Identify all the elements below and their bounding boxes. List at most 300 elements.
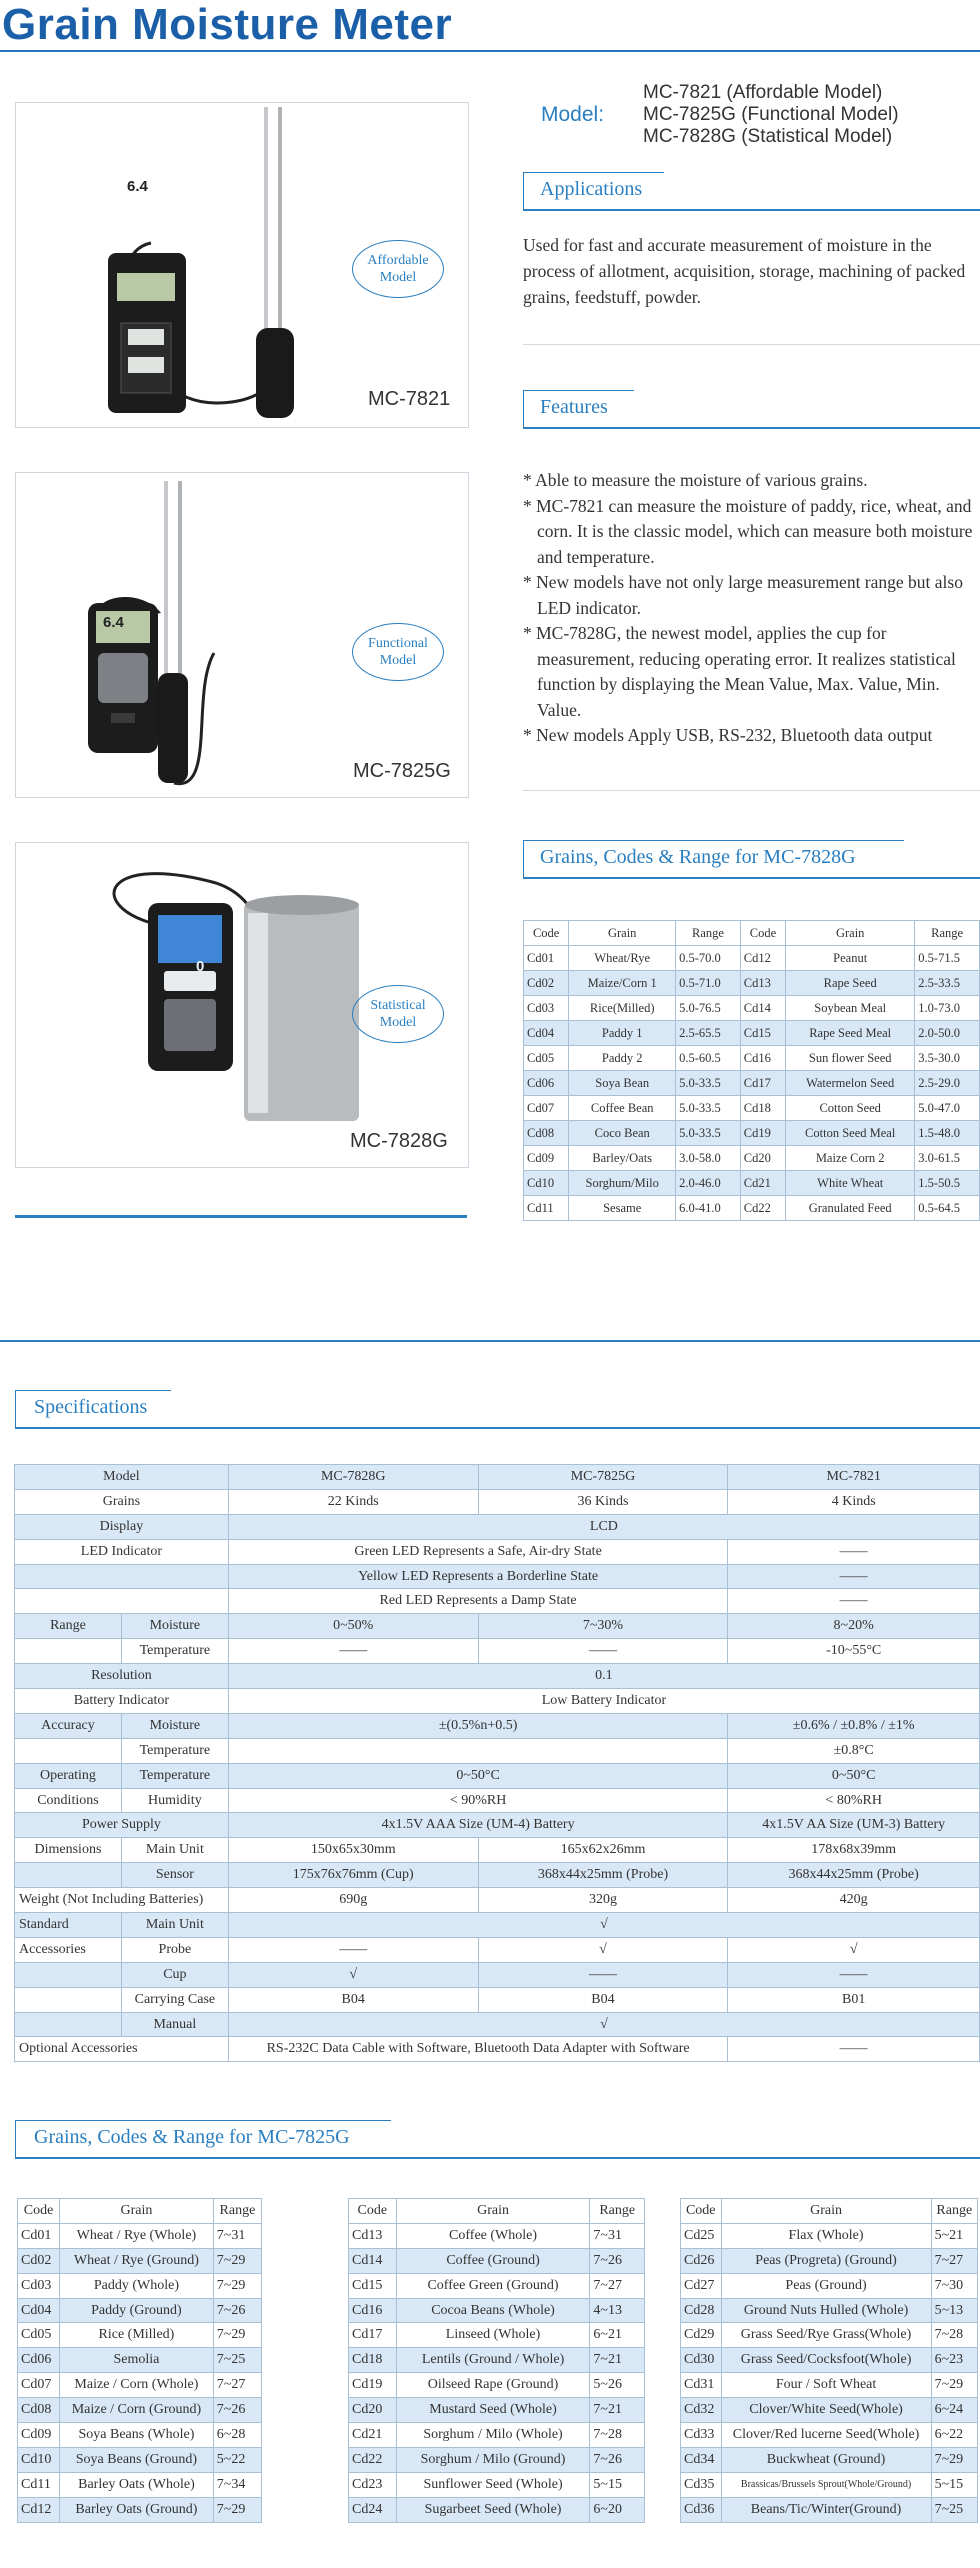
cell-range: 5~26 <box>590 2373 645 2398</box>
cell-grain: Semolia <box>60 2348 214 2373</box>
spec-range-m2: 7~30% <box>478 1614 728 1639</box>
cell-range: 2.5-33.5 <box>915 971 980 996</box>
spec-dash: —— <box>228 1937 478 1962</box>
spec-dim-m3: 178x68x39mm <box>728 1838 980 1863</box>
cell-grain: Rice(Milled) <box>569 996 676 1021</box>
cell-grain: Lentils (Ground / Whole) <box>396 2348 590 2373</box>
cell-code: Cd05 <box>524 1046 569 1071</box>
cell-code: Cd34 <box>681 2447 722 2472</box>
spec-label-weight: Weight (Not Including Batteries) <box>15 1888 229 1913</box>
specifications-heading: Specifications <box>34 1396 148 1418</box>
table-row <box>524 1196 980 1221</box>
applications-heading: Applications <box>540 178 643 200</box>
lcd-reading-2: 6.4 <box>103 614 124 631</box>
cell-code: Cd29 <box>681 2323 722 2348</box>
cell-range: 1.5-50.5 <box>915 1171 980 1196</box>
model-line-3: MC-7828G (Statistical Model) <box>643 126 893 147</box>
cell-range: 7~29 <box>213 2497 261 2522</box>
cell-range: 7~26 <box>590 2447 645 2472</box>
spec-operating-h12: < 90%RH <box>228 1788 728 1813</box>
spec-model-1: MC-7828G <box>228 1465 478 1490</box>
badge-functional: Functional Model <box>352 623 444 681</box>
cell-range: 5.0-33.5 <box>676 1121 741 1146</box>
cell-range: 5~15 <box>931 2472 977 2497</box>
spec-power-3: 4x1.5V AA Size (UM-3) Battery <box>728 1813 980 1838</box>
cell-grain: Peas (Progreta) (Ground) <box>721 2248 931 2273</box>
col-header-code: Code <box>740 921 785 946</box>
col-header-grain: Grain <box>396 2199 590 2224</box>
cell-range: 5~13 <box>931 2298 977 2323</box>
cell-range: 7~34 <box>213 2472 261 2497</box>
cell-range: 5.0-76.5 <box>676 996 741 1021</box>
cell-grain: Cotton Seed Meal <box>786 1121 915 1146</box>
cell-range: 2.5-65.5 <box>676 1021 741 1046</box>
spec-label-optional: Optional Accessories <box>15 2037 229 2062</box>
badge-affordable: Affordable Model <box>352 240 444 298</box>
cell-range: 0.5-60.5 <box>676 1046 741 1071</box>
col-header-grain: Grain <box>60 2199 214 2224</box>
spec-label-conditions: Conditions <box>15 1788 122 1813</box>
cell-code: Cd17 <box>349 2323 397 2348</box>
grains-7825-table-3 <box>680 2198 978 2523</box>
cell-grain: Sunflower Seed (Whole) <box>396 2472 590 2497</box>
applications-divider <box>523 344 980 345</box>
table-row <box>524 946 980 971</box>
cell-code: Cd18 <box>740 1096 785 1121</box>
spec-accuracy-t3: ±0.8°C <box>728 1738 980 1763</box>
cell-range: 7~29 <box>213 2248 261 2273</box>
spec-label-dimensions: Dimensions <box>15 1838 122 1863</box>
grains-7828-heading-line <box>523 877 980 879</box>
cell-code: Cd08 <box>18 2398 60 2423</box>
spec-label-moisture: Moisture <box>121 1614 228 1639</box>
table-row <box>18 2298 262 2323</box>
cell-range: 6~28 <box>213 2423 261 2448</box>
feature-item: * MC-7821 can measure the moisture of paddy, rice, wheat, and corn. It is the classic model, which can measure both moisture and temperature. <box>523 495 973 567</box>
grains-7825-rows-2 <box>349 2223 645 2522</box>
cell-grain: Paddy 2 <box>569 1046 676 1071</box>
spec-model-2: MC-7825G <box>478 1465 728 1490</box>
table-row <box>681 2398 978 2423</box>
col-header-range: Range <box>213 2199 261 2224</box>
cell-grain: Watermelon Seed <box>786 1071 915 1096</box>
spec-dash: —— <box>228 1639 478 1664</box>
spec-check: √ <box>228 1962 478 1987</box>
col-header-code: Code <box>681 2199 722 2224</box>
table-row <box>349 2472 645 2497</box>
cell-code: Cd16 <box>740 1046 785 1071</box>
cell-grain: Soybean Meal <box>786 996 915 1021</box>
cell-code: Cd11 <box>18 2472 60 2497</box>
cell-code: Cd10 <box>18 2447 60 2472</box>
cell-grain: Soya Bean <box>569 1071 676 1096</box>
spec-dash: —— <box>728 1564 980 1589</box>
col-header-range: Range <box>590 2199 645 2224</box>
table-row <box>681 2373 978 2398</box>
cell-code: Cd04 <box>524 1021 569 1046</box>
table-row <box>681 2423 978 2448</box>
spec-label-temperature: Temperature <box>121 1763 228 1788</box>
cell-range: 7~28 <box>590 2423 645 2448</box>
spec-weight-3: 420g <box>728 1888 980 1913</box>
cell-range: 7~29 <box>931 2447 977 2472</box>
specifications-table-wrap <box>14 1464 980 2062</box>
cell-code: Cd02 <box>524 971 569 996</box>
spec-display: LCD <box>228 1514 979 1539</box>
grains-7825-rows-3 <box>681 2223 978 2522</box>
cell-range: 6~21 <box>590 2323 645 2348</box>
spec-resolution: 0.1 <box>228 1664 979 1689</box>
spec-label-main-unit: Main Unit <box>121 1913 228 1938</box>
cell-grain: Paddy 1 <box>569 1021 676 1046</box>
lcd-reading-1: 6.4 <box>127 178 148 195</box>
table-row <box>349 2323 645 2348</box>
spec-label-battery-indicator: Battery Indicator <box>15 1689 229 1714</box>
spec-label-display: Display <box>15 1514 229 1539</box>
cell-range: 6~22 <box>931 2423 977 2448</box>
cell-code: Cd35 <box>681 2472 722 2497</box>
grains-7825-rows-1 <box>18 2223 262 2522</box>
cell-code: Cd07 <box>524 1096 569 1121</box>
cell-code: Cd20 <box>349 2398 397 2423</box>
cell-code: Cd14 <box>740 996 785 1021</box>
applications-text: Used for fast and accurate measurement of moisture in the process of allotment, acquisition, storage, machining of packed grains, feedstuff, powder. <box>523 235 966 307</box>
spec-empty <box>15 1589 229 1614</box>
table-row <box>681 2497 978 2522</box>
spec-check: √ <box>728 1937 980 1962</box>
cell-grain: White Wheat <box>786 1171 915 1196</box>
cell-range: 7~26 <box>213 2398 261 2423</box>
cell-grain: Coffee (Ground) <box>396 2248 590 2273</box>
spec-operating-t12: 0~50°C <box>228 1763 728 1788</box>
spec-dim-m2: 165x62x26mm <box>478 1838 728 1863</box>
spec-dash: —— <box>728 2037 980 2062</box>
col-header-code: Code <box>349 2199 397 2224</box>
cell-code: Cd21 <box>349 2423 397 2448</box>
product-model-1: MC-7821 <box>368 388 451 410</box>
cell-grain: Barley Oats (Whole) <box>60 2472 214 2497</box>
table-row <box>349 2248 645 2273</box>
grains-7828-rows <box>524 946 980 1221</box>
cell-grain: Sun flower Seed <box>786 1046 915 1071</box>
features-heading-line <box>523 427 980 429</box>
cell-grain: Soya Beans (Whole) <box>60 2423 214 2448</box>
cell-code: Cd05 <box>18 2323 60 2348</box>
spec-led-green: Green LED Represents a Safe, Air-dry State <box>228 1539 728 1564</box>
cell-code: Cd04 <box>18 2298 60 2323</box>
table-row <box>18 2323 262 2348</box>
cell-grain: Maize/Corn 1 <box>569 971 676 996</box>
grains-7825-heading-line <box>15 2157 980 2159</box>
spec-grains-1: 22 Kinds <box>228 1489 478 1514</box>
table-row <box>18 2398 262 2423</box>
spec-label-cup: Cup <box>121 1962 228 1987</box>
cell-range: 7~29 <box>213 2323 261 2348</box>
cell-code: Cd28 <box>681 2298 722 2323</box>
cell-code: Cd17 <box>740 1071 785 1096</box>
cell-range: 7~29 <box>931 2373 977 2398</box>
grains-7825-table-1-wrap <box>17 2198 262 2523</box>
table-row <box>681 2273 978 2298</box>
spec-case-2: B04 <box>478 1987 728 2012</box>
cell-grain: Barley Oats (Ground) <box>60 2497 214 2522</box>
cell-code: Cd26 <box>681 2248 722 2273</box>
cell-range: 6~24 <box>931 2398 977 2423</box>
cell-code: Cd19 <box>349 2373 397 2398</box>
cell-range: 6~20 <box>590 2497 645 2522</box>
col-header-range: Range <box>931 2199 977 2224</box>
spec-case-3: B01 <box>728 1987 980 2012</box>
title-underline <box>0 50 980 52</box>
spec-label-manual: Manual <box>121 2012 228 2037</box>
table-row <box>349 2373 645 2398</box>
section-divider-left <box>15 1215 467 1218</box>
cell-range: 2.0-50.0 <box>915 1021 980 1046</box>
cell-range: 5~21 <box>931 2223 977 2248</box>
applications-heading-line <box>523 209 980 211</box>
cell-code: Cd27 <box>681 2273 722 2298</box>
cell-range: 2.0-46.0 <box>676 1171 741 1196</box>
features-heading: Features <box>540 396 608 418</box>
table-row <box>349 2497 645 2522</box>
spec-label-standard: Standard <box>15 1913 122 1938</box>
table-row <box>18 2472 262 2497</box>
cell-code: Cd11 <box>524 1196 569 1221</box>
page-title: Grain Moisture Meter <box>2 0 453 49</box>
cell-range: 5.0-33.5 <box>676 1071 741 1096</box>
cell-range: 7~28 <box>931 2323 977 2348</box>
cell-code: Cd30 <box>681 2348 722 2373</box>
cell-range: 0.5-70.0 <box>676 946 741 971</box>
product-model-2: MC-7825G <box>353 760 451 782</box>
cell-code: Cd24 <box>349 2497 397 2522</box>
cell-range: 5~15 <box>590 2472 645 2497</box>
cell-range: 7~27 <box>213 2373 261 2398</box>
spec-label-main-unit: Main Unit <box>121 1838 228 1863</box>
cell-range: 7~29 <box>213 2273 261 2298</box>
table-row <box>18 2248 262 2273</box>
spec-label-led: LED Indicator <box>15 1539 229 1564</box>
cell-range: 1.5-48.0 <box>915 1121 980 1146</box>
spec-dim-m1: 150x65x30mm <box>228 1838 478 1863</box>
spec-dim-s3: 368x44x25mm (Probe) <box>728 1863 980 1888</box>
cell-code: Cd12 <box>740 946 785 971</box>
cell-range: 5.0-33.5 <box>676 1096 741 1121</box>
col-header-grain: Grain <box>721 2199 931 2224</box>
cell-code: Cd03 <box>524 996 569 1021</box>
cell-grain: Brassicas/Brussels Sprout(Whole/Ground) <box>721 2472 931 2497</box>
lcd-reading-3: 0 <box>196 958 205 975</box>
spec-label-model: Model <box>15 1465 229 1490</box>
cell-code: Cd20 <box>740 1146 785 1171</box>
spec-dim-s2: 368x44x25mm (Probe) <box>478 1863 728 1888</box>
spec-accuracy-m12: ±(0.5%n+0.5) <box>228 1713 728 1738</box>
spec-label-operating: Operating <box>15 1763 122 1788</box>
cell-code: Cd03 <box>18 2273 60 2298</box>
cell-range: 1.0-73.0 <box>915 996 980 1021</box>
spec-empty <box>15 1738 122 1763</box>
table-row <box>349 2447 645 2472</box>
spec-empty <box>15 2012 122 2037</box>
col-header-code: Code <box>18 2199 60 2224</box>
spec-optional: RS-232C Data Cable with Software, Bluetooth Data Adapter with Software <box>228 2037 728 2062</box>
cell-grain: Rice (Milled) <box>60 2323 214 2348</box>
spec-range-m1: 0~50% <box>228 1614 478 1639</box>
col-header-range: Range <box>915 921 980 946</box>
features-divider <box>523 790 980 791</box>
cell-range: 7~26 <box>213 2298 261 2323</box>
spec-label-sensor: Sensor <box>121 1863 228 1888</box>
cell-range: 0.5-71.0 <box>676 971 741 996</box>
spec-battery-indicator: Low Battery Indicator <box>228 1689 979 1714</box>
model-line-1: MC-7821 (Affordable Model) <box>643 82 883 103</box>
spec-check: √ <box>228 1913 979 1938</box>
spec-label-resolution: Resolution <box>15 1664 229 1689</box>
cell-range: 0.5-64.5 <box>915 1196 980 1221</box>
cell-code: Cd18 <box>349 2348 397 2373</box>
cell-grain: Wheat / Rye (Whole) <box>60 2223 214 2248</box>
spec-label-power: Power Supply <box>15 1813 229 1838</box>
table-row <box>524 1021 980 1046</box>
cell-grain: Maize Corn 2 <box>786 1146 915 1171</box>
cell-grain: Grass Seed/Cocksfoot(Whole) <box>721 2348 931 2373</box>
cell-code: Cd14 <box>349 2248 397 2273</box>
grains-7825-table-3-wrap <box>680 2198 978 2523</box>
cell-grain: Rape Seed Meal <box>786 1021 915 1046</box>
spec-dim-s1: 175x76x76mm (Cup) <box>228 1863 478 1888</box>
cell-grain: Flax (Whole) <box>721 2223 931 2248</box>
spec-grains-3: 4 Kinds <box>728 1489 980 1514</box>
table-row <box>681 2223 978 2248</box>
cell-grain: Peas (Ground) <box>721 2273 931 2298</box>
spec-check: √ <box>228 2012 979 2037</box>
cell-code: Cd15 <box>349 2273 397 2298</box>
spec-accuracy-m3: ±0.6% / ±0.8% / ±1% <box>728 1713 980 1738</box>
cell-code: Cd22 <box>740 1196 785 1221</box>
cell-range: 5.0-47.0 <box>915 1096 980 1121</box>
spec-check: √ <box>478 1937 728 1962</box>
spec-weight-1: 690g <box>228 1888 478 1913</box>
badge-statistical: Statistical Model <box>352 985 444 1043</box>
cell-code: Cd06 <box>524 1071 569 1096</box>
cell-code: Cd10 <box>524 1171 569 1196</box>
cell-grain: Barley/Oats <box>569 1146 676 1171</box>
product-model-3: MC-7828G <box>350 1130 448 1152</box>
feature-item: * MC-7828G, the newest model, applies the cup for measurement, reducing operating error. It realizes statistical function by displaying the Mean Value, Max. Value, Min. Value. <box>523 623 956 720</box>
cell-grain: Buckwheat (Ground) <box>721 2447 931 2472</box>
spec-led-red: Red LED Represents a Damp State <box>228 1589 728 1614</box>
cell-grain: Clover/White Seed(Whole) <box>721 2398 931 2423</box>
grains-7825-heading: Grains, Codes & Range for MC-7825G <box>34 2126 350 2148</box>
table-row <box>681 2447 978 2472</box>
cell-range: 3.0-58.0 <box>676 1146 741 1171</box>
cell-code: Cd32 <box>681 2398 722 2423</box>
cell-grain: Sorghum / Milo (Whole) <box>396 2423 590 2448</box>
cell-grain: Cocoa Beans (Whole) <box>396 2298 590 2323</box>
spec-empty <box>15 1987 122 2012</box>
spec-label-accuracy: Accuracy <box>15 1713 122 1738</box>
cell-grain: Wheat/Rye <box>569 946 676 971</box>
feature-item: * New models Apply USB, RS-232, Bluetooth data output <box>523 725 933 745</box>
cell-code: Cd06 <box>18 2348 60 2373</box>
cell-grain: Soya Beans (Ground) <box>60 2447 214 2472</box>
cell-code: Cd09 <box>524 1146 569 1171</box>
spec-label-temperature: Temperature <box>121 1738 228 1763</box>
cell-grain: Maize / Corn (Whole) <box>60 2373 214 2398</box>
cell-range: 0.5-71.5 <box>915 946 980 971</box>
spec-power-12: 4x1.5V AAA Size (UM-4) Battery <box>228 1813 728 1838</box>
cell-range: 7~30 <box>931 2273 977 2298</box>
grains-7825-table-1 <box>17 2198 262 2523</box>
cell-range: 7~25 <box>213 2348 261 2373</box>
cell-code: Cd25 <box>681 2223 722 2248</box>
cell-grain: Cotton Seed <box>786 1096 915 1121</box>
table-row <box>681 2248 978 2273</box>
cell-range: 7~21 <box>590 2398 645 2423</box>
spec-label-range: Range <box>15 1614 122 1639</box>
cell-grain: Linseed (Whole) <box>396 2323 590 2348</box>
features-list <box>523 468 980 749</box>
spec-case-1: B04 <box>228 1987 478 2012</box>
cell-grain: Sorghum/Milo <box>569 1171 676 1196</box>
cell-code: Cd08 <box>524 1121 569 1146</box>
table-row <box>524 996 980 1021</box>
cell-grain: Rape Seed <box>786 971 915 996</box>
cell-range: 7~21 <box>590 2348 645 2373</box>
cell-code: Cd23 <box>349 2472 397 2497</box>
cell-range: 7~27 <box>931 2248 977 2273</box>
cell-grain: Coffee Green (Ground) <box>396 2273 590 2298</box>
specifications-heading-line <box>15 1427 980 1429</box>
cell-code: Cd01 <box>524 946 569 971</box>
cell-code: Cd15 <box>740 1021 785 1046</box>
spec-dash: —— <box>728 1589 980 1614</box>
cell-range: 5~22 <box>213 2447 261 2472</box>
cell-grain: Ground Nuts Hulled (Whole) <box>721 2298 931 2323</box>
spec-empty <box>228 1738 728 1763</box>
col-header-range: Range <box>676 921 741 946</box>
cell-code: Cd07 <box>18 2373 60 2398</box>
cell-grain: Paddy (Whole) <box>60 2273 214 2298</box>
table-row <box>18 2348 262 2373</box>
table-row <box>349 2398 645 2423</box>
cell-range: 2.5-29.0 <box>915 1071 980 1096</box>
col-header-grain: Grain <box>786 921 915 946</box>
cell-code: Cd02 <box>18 2248 60 2273</box>
grains-7825-table-2-wrap <box>348 2198 645 2523</box>
table-row <box>349 2223 645 2248</box>
specifications-table <box>14 1464 980 2062</box>
cell-grain: Oilseed Rape (Ground) <box>396 2373 590 2398</box>
table-row <box>524 1121 980 1146</box>
feature-item: * New models have not only large measurement range but also LED indicator. <box>523 572 963 618</box>
table-row <box>349 2273 645 2298</box>
table-row <box>681 2472 978 2497</box>
model-line-2: MC-7825G (Functional Model) <box>643 104 899 125</box>
cell-code: Cd31 <box>681 2373 722 2398</box>
table-row <box>18 2447 262 2472</box>
table-row <box>681 2323 978 2348</box>
specifications-top-rule <box>0 1340 980 1342</box>
table-row <box>681 2348 978 2373</box>
cell-code: Cd33 <box>681 2423 722 2448</box>
cell-code: Cd36 <box>681 2497 722 2522</box>
table-row <box>524 1096 980 1121</box>
spec-label-probe: Probe <box>121 1937 228 1962</box>
cell-code: Cd12 <box>18 2497 60 2522</box>
spec-label-accessories: Accessories <box>15 1937 122 1962</box>
cell-grain: Maize / Corn (Ground) <box>60 2398 214 2423</box>
